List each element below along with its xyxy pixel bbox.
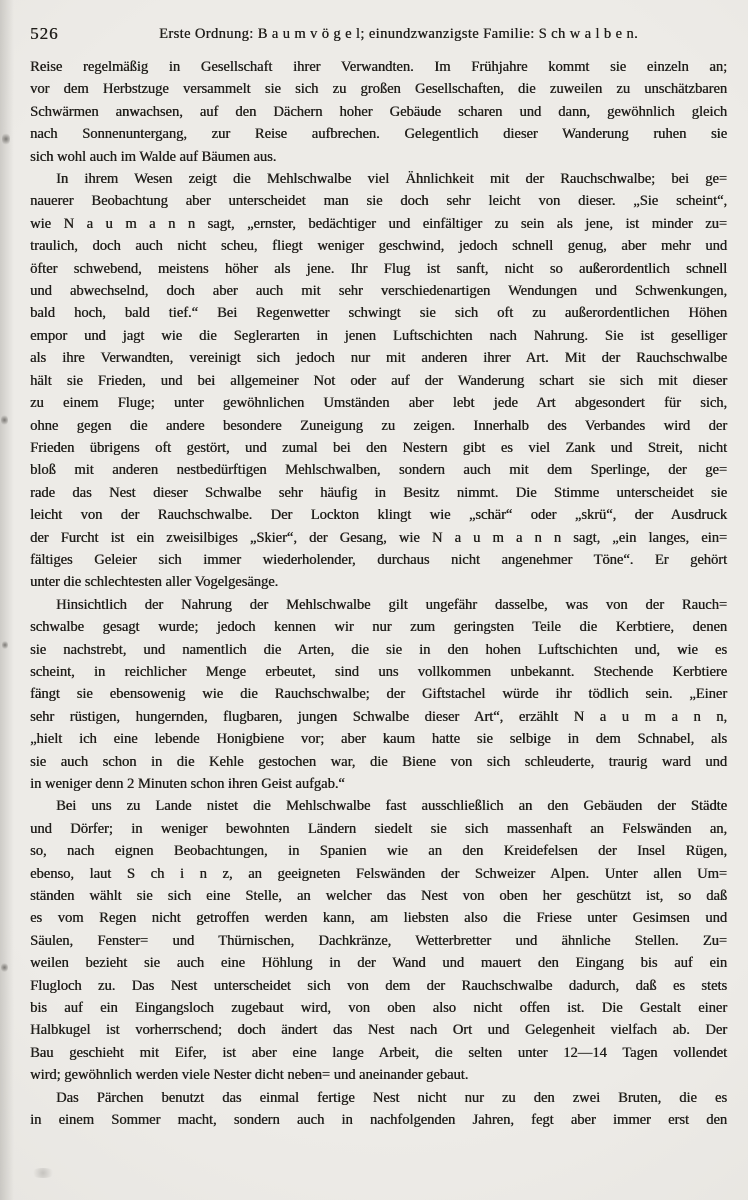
text-line: der Furcht ist ein zweisilbiges „Skier“, der Gesang, wie N a u m a n n sagt, „ein langes, ein=	[30, 529, 727, 546]
text-line: fältiges Geleier sich immer wiederholender, durchaus nicht angenehmer Töne“. Er gehört	[30, 551, 727, 568]
text-line: und Dörfer; in weniger bewohnten Ländern siedelt sie sich massenhaft an Felswänden an,	[30, 820, 727, 837]
running-title: Erste Ordnung: B a u m v ö g e l; einundzwanzigste Familie: S ch w a l b e n.	[158, 26, 638, 42]
paragraph	[30, 56, 727, 168]
text-line: Frieden übrigens oft gestört, und zumal bei den Nestern gibt es viel Zank und Streit, nicht	[30, 439, 727, 456]
text-line: in einem Sommer macht, sondern auch in nachfolgenden Jahren, fegt aber immer erst den	[30, 1112, 727, 1129]
text-line: in weniger denn 2 Minuten schon ihren Geist aufgab.“	[30, 776, 345, 792]
text-line: hält sie Frieden, und bei allgemeiner Not oder auf der Wanderung schart sie sich mit dieser	[30, 372, 727, 389]
scan-speck	[2, 640, 8, 650]
paragraph	[30, 795, 727, 1086]
text-line: „hielt ich eine lebende Honigbiene vor; aber kaum hatte sie selbige in dem Schnabel, als	[30, 731, 727, 748]
text-line: wie N a u m a n n sagt, „ernster, bedächtiger und einfältiger zu sein als jene, ist minder zu=	[30, 215, 727, 232]
text-line: Säulen, Fenster= und Thürnischen, Dachkränze, Wetterbretter und ähnliche Stellen. Zu=	[30, 932, 727, 949]
text-line: ebenso, laut S ch i n z, an geeigneten Felswänden der Schweizer Alpen. Unter allen Um=	[30, 865, 727, 882]
text-line: sie nachstrebt, und namentlich die Arten, die sie in den hohen Luftschichten und, wie es	[30, 641, 727, 658]
scan-speck	[1, 414, 8, 426]
text-line: traulich, doch auch nicht scheu, fliegt weniger geschwind, jedoch schnell genug, aber mehr und	[30, 238, 727, 255]
text-line: bis auf ein Eingangsloch zugebaut wird, von oben also nicht offen ist. Die Gestalt einer	[30, 1000, 727, 1017]
text-line: sehr rüstigen, hungernden, flugbaren, jungen Schwalbe dieser Art“, erzählt N a u m a n n,	[30, 708, 727, 725]
text-line: unter die schlechtesten aller Vogelgesänge.	[30, 574, 279, 591]
text-line: In ihrem Wesen zeigt die Mehlschwalbe viel Ähnlichkeit mit der Rauchschwalbe; bei ge=	[56, 171, 727, 188]
text-line: empor und jagt wie die Seglerarten in jenen Luftschichten nach Nahrung. Sie ist geselliger	[30, 327, 727, 344]
scan-edge-shadow	[0, 0, 14, 1200]
text-line: rade das Nest dieser Schwalbe sehr häufig in Besitz nimmt. Die Stimme unterscheidet sie	[30, 484, 727, 501]
text-line: bloß mit anderen nestbedürftigen Mehlschwalben, sondern auch mit dem Sperlinge, der ge=	[30, 462, 727, 479]
text-line: so, nach eignen Beobachtungen, in Spanien wie an den Kreidefelsen der Insel Rügen,	[30, 843, 727, 860]
text-line: Bei uns zu Lande nistet die Mehlschwalbe fast ausschließlich an den Gebäuden der Städte	[56, 798, 727, 815]
text-line: Bau geschieht mit Eifer, ist aber eine lange Arbeit, die selten unter 12—14 Tagen vollendet	[30, 1044, 727, 1061]
text-line: sich wohl auch im Walde auf Bäumen aus.	[30, 148, 277, 165]
text-line: nach Sonnenuntergang, zur Reise aufbrechen. Gelegentlich dieser Wanderung ruhen sie	[30, 126, 727, 143]
text-line: Reise regelmäßig in Gesellschaft ihrer Verwandten. Im Frühjahre kommt sie einzeln an;	[30, 59, 727, 75]
body-text	[30, 56, 727, 1132]
text-line: scheint, in reichlicher Menge erbeutet, sind uns vollkommen unbekannt. Stechende Kerbtiere	[30, 663, 727, 680]
text-line: sie auch schon in die Kehle gestochen war, die Biene von sich schleuderte, traurig ward und	[30, 753, 727, 770]
text-line: als ihre Verwandten, vereinigt sich jedoch nur mit anderen ihrer Art. Mit der Rauchschwalbe	[30, 350, 727, 367]
text-line: Schwärmen anwachsen, auf den Dächern hoher Gebäude scharen und dann, gewöhnlich gleich	[30, 103, 727, 120]
text-line: öfter schwebend, meistens höher als jene. Ihr Flug ist sanft, nicht so außerordentlich schnell	[30, 260, 727, 277]
text-line: Flugloch zu. Das Nest unterscheidet sich von dem der Rauchschwalbe dadurch, daß es stets	[30, 977, 727, 994]
paragraph	[30, 1087, 727, 1132]
page-header	[30, 24, 727, 46]
text-line: fängt sie ebensowenig wie die Rauchschwalbe; der Giftstachel würde ihr tödlich sein. „Einer	[30, 686, 727, 703]
text-line: ständen wählt sie sich eine Stelle, an welcher das Nest von oben her geschützt ist, so daß	[30, 888, 727, 905]
text-line: wird; gewöhnlich werden viele Nester dicht neben= und aneinander gebaut.	[30, 1067, 469, 1084]
text-line: ohne gegen die andere besondere Zuneigung zu zeigen. Innerhalb des Verbandes wird der	[30, 417, 727, 434]
scan-speck	[1, 962, 8, 973]
paragraph	[30, 594, 727, 796]
scan-speck	[2, 132, 10, 146]
text-line: Das Pärchen benutzt das einmal fertige Nest nicht nur zu den zwei Bruten, die es	[56, 1089, 727, 1106]
text-line: schwalbe gesagt wurde; jedoch kennen wir nur zum geringsten Teile die Kerbtiere, denen	[30, 619, 727, 636]
page-number: 526	[30, 24, 59, 43]
text-line: weilen bezieht sie auch eine Höhlung in der Wand und mauert den Eingang bis auf ein	[30, 955, 727, 972]
text-line: vor dem Herbstzuge versammelt sie sich zu großen Gesellschaften, die zuweilen zu unschätzbaren	[30, 81, 727, 98]
text-line: bald hoch, bald tief.“ Bei Regenwetter schwingt sie sich oft zu außerordentlichen Höhen	[30, 305, 727, 322]
text-line: zu einem Fluge; unter gewöhnlichen Umständen aber lebt jede Art abgesondert für sich,	[30, 395, 727, 412]
text-line: nauerer Beobachtung aber unterscheidet man sie doch sehr leicht von dieser. „Sie scheint“,	[30, 193, 727, 210]
scan-smudge	[30, 1168, 56, 1178]
text-line: Hinsichtlich der Nahrung der Mehlschwalbe gilt ungefähr dasselbe, was von der Rauch=	[56, 596, 727, 613]
text-line: Halbkugel ist vorherrschend; doch ändert das Nest nach Ort und Gelegenheit vielfach ab. Der	[30, 1022, 727, 1039]
text-line: und abwechselnd, doch aber auch mit sehr verschiedenartigen Wendungen und Schwenkungen,	[30, 283, 727, 300]
text-line: es vom Regen nicht getroffen werden kann, am liebsten also die Friese unter Gesimsen und	[30, 910, 727, 927]
text-line: leicht von der Rauchschwalbe. Der Lockton klingt wie „schär“ oder „skrü“, der Ausdruck	[30, 507, 727, 524]
paragraph	[30, 168, 727, 594]
